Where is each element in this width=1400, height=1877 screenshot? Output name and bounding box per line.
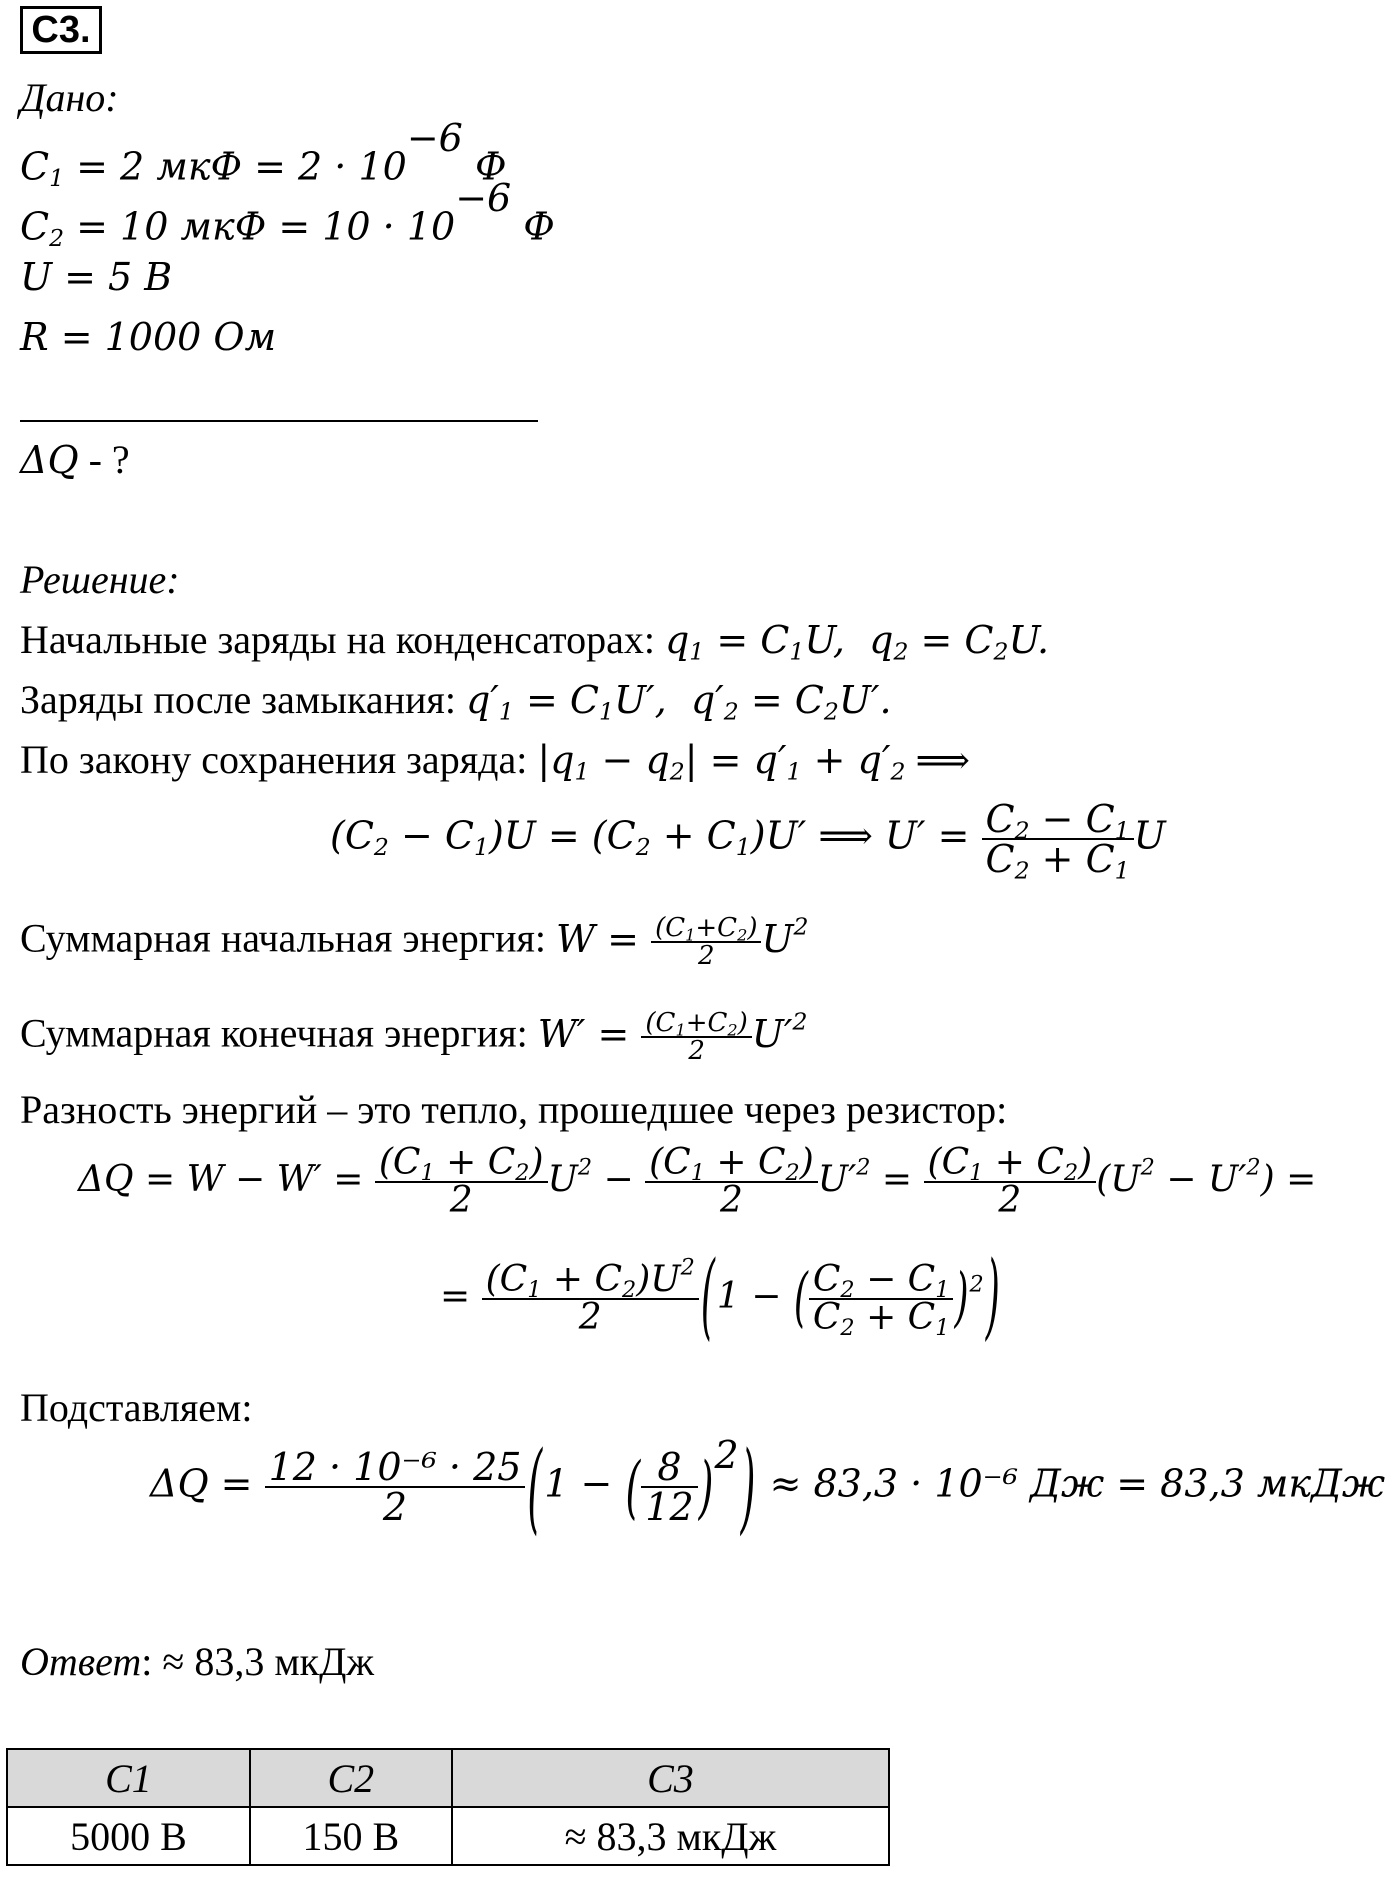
given-u: U = 5 В	[20, 255, 173, 299]
substitution-result: ≈ 83,3 · 10⁻⁶ Дж = 83,3 мкДж	[769, 1461, 1386, 1506]
substitution-equation: ΔQ = $\frac{\text{12 · 10⁻⁶ · 25}}{2}$ (1 − ( $\frac{8}{12}$ )$^2$) ≈ 83,3 · 10⁻⁶ Дж = 83,3 мкДж	[150, 1429, 1386, 1545]
voltage-equation: $(C_2 - C_1)U = (C_2 + C_1)U'$ ⟹ U′ = $\frac{C_2 - C_1}{C_2 + C_1}$ U	[330, 797, 1166, 885]
heat-equation-2: = $\frac{(C_1 + C_2)U^2}{2}$ (1 − ( $\frac{C_2 - C_1}{C_2 + C_1}$ )$^2$)	[440, 1244, 1000, 1351]
line2-text: Заряды после замыкания:	[20, 677, 456, 722]
solution-line-4: Суммарная начальная энергия: W = $\frac{(C_1+C_2)}{2}$ $U^2$	[20, 911, 809, 971]
solution-line-2: Заряды после замыкания: $q'_1 = C_1U'$, $q'_2 = C_2U'$.	[20, 677, 892, 726]
line1-text: Начальные заряды на конденсаторах:	[20, 617, 655, 662]
given-c2: $C_2 = 10$ мкФ = $10 \cdot 10^{-6}$ Ф	[20, 176, 555, 253]
substitution-numerator: 12 · 10⁻⁶ · 25	[265, 1448, 526, 1488]
solution-line-7: Подставляем:	[20, 1385, 253, 1430]
given-find: ΔQ - ?	[20, 437, 130, 482]
solution-line-5: Суммарная конечная энергия: W′ = $\frac{(C_1+C_2)}{2}$ $U'^2$	[20, 1006, 808, 1066]
line3-text: По закону сохранения заряда:	[20, 737, 528, 782]
solution-heading: Решение:	[20, 557, 180, 602]
given-divider	[20, 420, 538, 422]
solution-label: Решение	[20, 557, 167, 602]
solution-line-6: Разность энергий – это тепло, прошедшее через резистор:	[20, 1087, 1008, 1132]
table-header-c1: C1	[7, 1749, 250, 1807]
table-row	[7, 1807, 889, 1865]
table-header-c3: C3	[452, 1749, 889, 1807]
answer-label: Ответ	[20, 1639, 142, 1684]
table-cell-c1: 5000 В	[7, 1807, 250, 1865]
table-cell-c2: 150 В	[250, 1807, 452, 1865]
problem-badge: С3.	[20, 6, 102, 54]
table-header-row	[7, 1749, 889, 1807]
answer-value: ≈ 83,3 мкДж	[162, 1639, 374, 1684]
given-r: R = 1000 Ом	[20, 315, 277, 359]
given-c1: $C_1 = 2$ мкФ = $2 \cdot 10^{-6}$ Ф	[20, 116, 507, 193]
solution-line-1: Начальные заряды на конденсаторах: $q_1 = C_1U$, $q_2 = C_2U$.	[20, 617, 1050, 666]
heat-equation-1: ΔQ = W − W′ = $\frac{(C_1 + C_2)}{2}$ $U^2$ − $\frac{(C_1 + C_2)}{2}$ $U'^2$ = $\frac{(C_1 + C_2)}{2}$ $(U^2 - U'^2)$ =	[78, 1142, 1317, 1221]
answer-line: Ответ: ≈ 83,3 мкДж	[20, 1639, 374, 1684]
given-label: Дано	[20, 75, 106, 120]
table-header-c2: C2	[250, 1749, 452, 1807]
table-cell-c3: ≈ 83,3 мкДж	[452, 1807, 889, 1865]
line4-text: Суммарная начальная энергия:	[20, 915, 547, 961]
line5-text: Суммарная конечная энергия:	[20, 1010, 528, 1056]
results-table	[6, 1748, 890, 1866]
given-heading: Дано:	[20, 75, 119, 120]
solution-line-3: По закону сохранения заряда: $|q_1 - q_2| = q'_1 + q'_2$ ⟹	[20, 737, 970, 786]
